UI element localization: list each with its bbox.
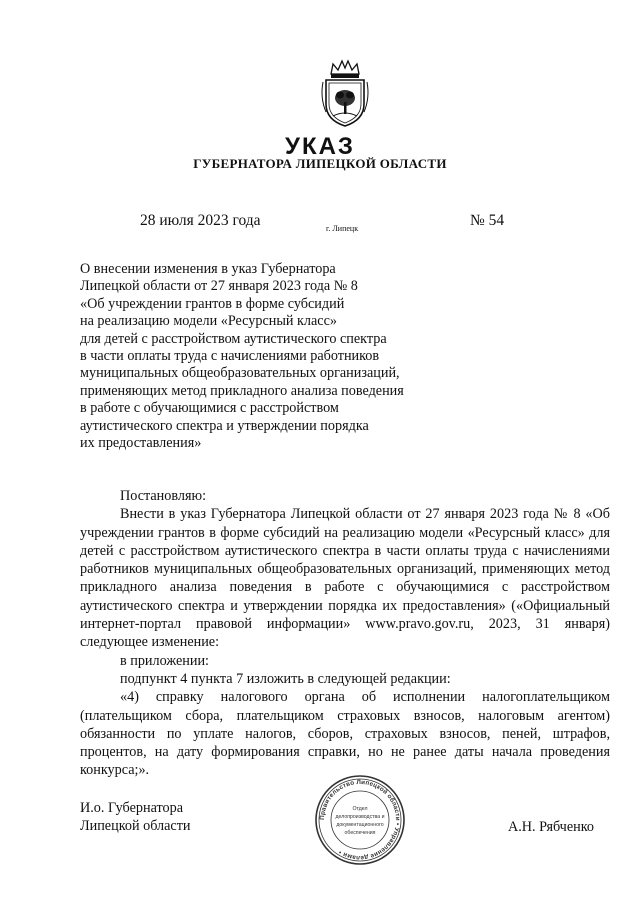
position-line: И.о. Губернатора xyxy=(80,800,183,816)
document-body xyxy=(80,487,610,780)
heading-line: в части оплаты труда с начислениями работников xyxy=(80,348,380,365)
seal-center-line: Отдел xyxy=(352,806,368,812)
heading-line: муниципальных общеобразовательных организаций, xyxy=(80,365,400,382)
heading-line: на реализацию модели «Ресурсный класс» xyxy=(80,313,337,330)
paragraph-appendix: в приложении: xyxy=(120,652,209,669)
paragraph-main: Внести в указ Губернатора Липецкой области от 27 января 2023 года № 8 «Об учреждении грантов в форме субсидий на реализацию модели «Ресурсный класс» для детей с расстройством аутистического спектра в части оплаты труда с начислениями работников муниципальных общеобразовательных организаций, применяющих метод прикладного анализа поведения в работе с обучающимися с расстройством аутистического спектра и утверждении порядка их предоставления» («Официальный интернет-портал правовой информации» www.pravo.gov.ru, 2023, 31 января) следующее изменение: xyxy=(80,506,610,651)
heading-line: аутистического спектра и утверждении порядка xyxy=(80,417,369,434)
seal-ring-text: Правительство Липецкой области • Управление делами • xyxy=(318,778,402,862)
document-place: г. Липецк xyxy=(326,224,359,233)
heading-line: применяющих метод прикладного анализа поведения xyxy=(80,382,404,399)
official-seal xyxy=(314,774,406,866)
paragraph-new-wording: «4) справку налогового органа об исполнении налогоплательщиком (плательщиком сбора, плательщиком страховых взносов, налоговым агентом) обязанности по уплате налогов, сборов, страховых взносов, пеней, штрафов, процентов, на дату формирования справки, но не ранее даты начала проведения конкурса;». xyxy=(80,689,610,779)
coat-of-arms-emblem xyxy=(318,58,372,128)
document-heading xyxy=(80,261,480,452)
document-date: 28 июля 2023 года xyxy=(140,212,261,229)
seal-center-line: обеспечения xyxy=(344,830,376,836)
seal-center-line: делопроизводства и xyxy=(335,814,385,820)
seal-center-line: документационного xyxy=(336,822,384,828)
document-subtitle: ГУБЕРНАТОРА ЛИПЕЦКОЙ ОБЛАСТИ xyxy=(193,156,447,171)
heading-line: Липецкой области от 27 января 2023 года № 8 xyxy=(80,278,358,295)
heading-line: их предоставления» xyxy=(80,435,202,452)
heading-line: для детей с расстройством аутистического спектра xyxy=(80,330,387,347)
paragraph-subitem: подпункт 4 пункта 7 изложить в следующей редакции: xyxy=(120,670,451,687)
document-title: УКАЗ xyxy=(285,133,355,160)
heading-line: О внесении изменения в указ Губернатора xyxy=(80,261,336,277)
heading-line: «Об учреждении грантов в форме субсидий xyxy=(80,295,345,312)
position-line: Липецкой области xyxy=(80,818,191,835)
decree-word: Постановляю: xyxy=(120,488,207,504)
signatory-position xyxy=(80,799,191,836)
heading-line: в работе с обучающимися с расстройством xyxy=(80,400,339,417)
signatory-name: А.Н. Рябченко xyxy=(508,819,594,835)
document-number: № 54 xyxy=(470,212,505,229)
